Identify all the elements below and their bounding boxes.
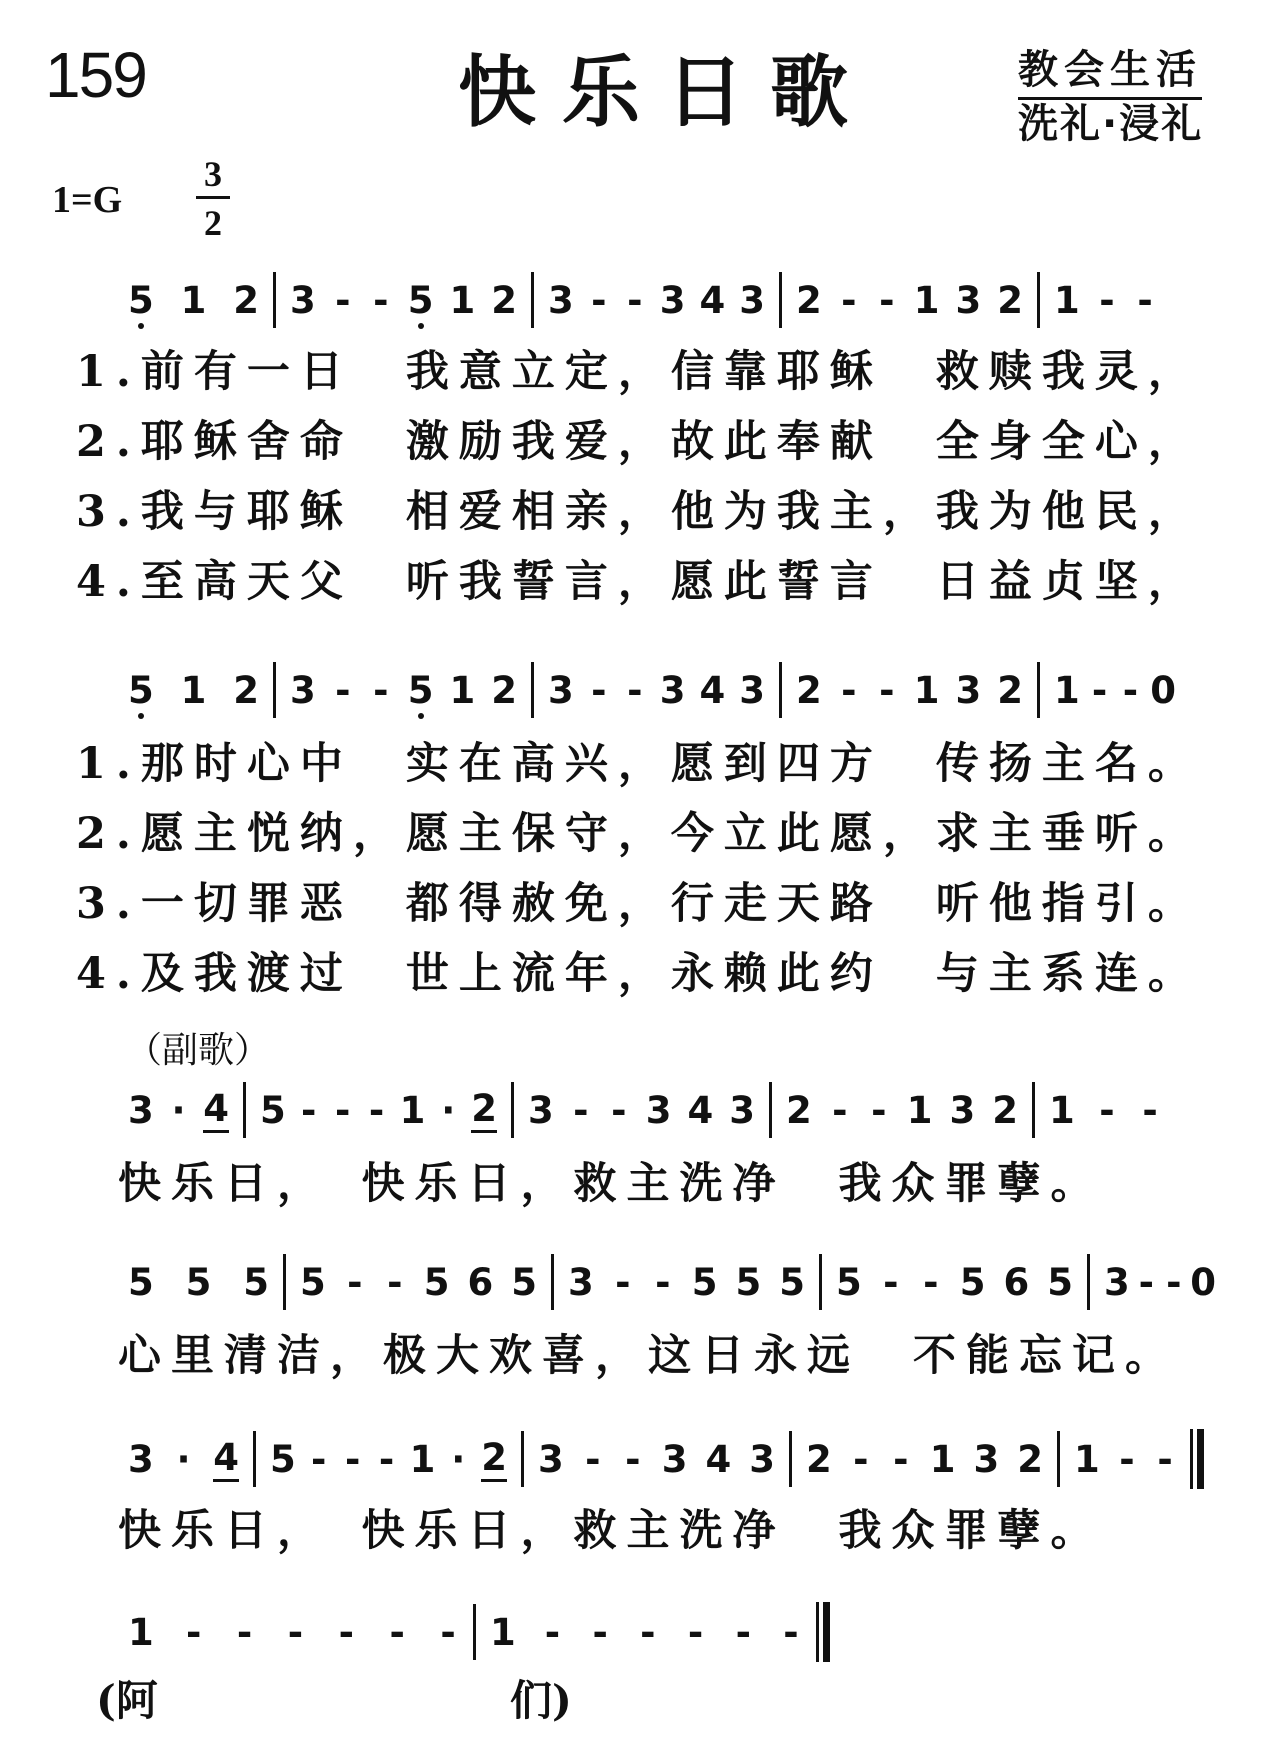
note: 6 (1003, 1260, 1030, 1304)
note: - (1099, 278, 1115, 322)
lyric-line-verse1 (76, 338, 1201, 399)
measure (1035, 1089, 1175, 1132)
notation-row (128, 658, 1248, 722)
note: - (687, 1610, 704, 1654)
measure (128, 1087, 243, 1133)
lyric-line-verse4 (76, 940, 1201, 1001)
note: 1 (399, 1088, 426, 1132)
note: 5 (407, 668, 434, 712)
note: - (615, 1260, 631, 1304)
note: - (592, 1610, 608, 1654)
note: - (591, 668, 607, 712)
note: 3 (729, 1088, 755, 1132)
lyric-text: 心里清洁，极大欢喜，这日永远 不能忘记。 (118, 1331, 1178, 1381)
note: - (832, 1088, 848, 1132)
note: - (387, 1260, 403, 1304)
note: 0 (1190, 1260, 1216, 1304)
notation-row (128, 1078, 1228, 1142)
measure (514, 1089, 769, 1132)
notation-row (128, 1427, 1258, 1491)
note: 1 (906, 1088, 933, 1132)
note: - (335, 668, 351, 712)
note: 5 (735, 1260, 762, 1304)
note: 4 (213, 1436, 239, 1482)
lyric-text: 快乐日， 快乐日，救主洗净 我众罪孽。 (118, 1159, 1104, 1209)
note: 2 (233, 668, 259, 712)
lyric-line-verse3 (76, 478, 1201, 539)
note: - (1137, 278, 1153, 322)
note: 2 (796, 668, 822, 712)
note: - (655, 1260, 671, 1304)
note: 3 (290, 668, 316, 712)
note: - (1099, 1088, 1115, 1132)
note: 1 (180, 278, 207, 322)
note: 1 (1049, 1088, 1075, 1132)
note: 3 (739, 668, 765, 712)
note: 1 (128, 1610, 154, 1654)
note: 1 (929, 1437, 956, 1481)
hymn-number: 159 (45, 39, 146, 111)
measure (1040, 669, 1190, 712)
lyric-text: 快乐日， 快乐日，救主洗净 我众罪孽。 (118, 1506, 1104, 1556)
note: 1 (913, 668, 940, 712)
note: 3 (739, 278, 765, 322)
note: · (176, 1437, 191, 1481)
note: - (1119, 1437, 1135, 1481)
note: 5 (260, 1088, 286, 1132)
lyric-line-verse4 (76, 548, 1201, 609)
note: 6 (467, 1260, 494, 1304)
note: 5 (959, 1260, 986, 1304)
lyric-text: 2.愿主悦纳，愿主保守，今立此愿，求主垂听。 (76, 809, 1201, 859)
note: 3 (659, 278, 686, 322)
note: - (287, 1610, 304, 1654)
note: - (334, 1088, 351, 1132)
note: 5 (779, 1260, 805, 1304)
note: - (373, 278, 389, 322)
note: - (591, 278, 607, 322)
note: - (1157, 1437, 1173, 1481)
note: · (451, 1437, 466, 1481)
lyric-text: 3.我与耶稣 相爱相亲，他为我主，我为他民， (76, 487, 1201, 537)
note: 2 (1017, 1437, 1043, 1481)
note: - (344, 1437, 361, 1481)
measure (256, 1436, 521, 1482)
note: 1 (1054, 278, 1080, 322)
lyric-line-refrain (118, 1150, 1104, 1211)
note: 5 (185, 1260, 212, 1304)
note: - (627, 278, 643, 322)
note: - (841, 278, 857, 322)
note: 5 (836, 1260, 862, 1304)
lyric-line-verse2 (76, 408, 1201, 469)
note: - (378, 1437, 395, 1481)
note: - (1091, 668, 1108, 712)
measure (534, 669, 779, 712)
time-signature (196, 156, 230, 241)
measure (792, 1438, 1057, 1481)
note: · (441, 1088, 456, 1132)
amen-syllable-men: 们) (510, 1676, 572, 1725)
note: 3 (568, 1260, 594, 1304)
amen-notation (128, 1600, 878, 1664)
measure (534, 279, 779, 322)
note: 3 (548, 668, 574, 712)
note: 2 (997, 668, 1023, 712)
note: 2 (491, 668, 517, 712)
note: 3 (955, 278, 982, 322)
note: 4 (699, 668, 726, 712)
note: - (347, 1260, 363, 1304)
amen-syllable-a: (阿 (96, 1676, 158, 1725)
note: 5 (1047, 1260, 1073, 1304)
note: - (627, 668, 643, 712)
note: 4 (687, 1088, 714, 1132)
notation-row (128, 268, 1218, 332)
measure (276, 669, 531, 712)
note: 4 (699, 278, 726, 322)
measure (128, 279, 273, 322)
note: - (841, 668, 857, 712)
note: 5 (128, 1260, 154, 1304)
lyric-text: 1.前有一日 我意立定，信靠耶稣 救赎我灵， (76, 347, 1201, 397)
lyric-line-refrain (118, 1322, 1178, 1383)
final-barline (816, 1602, 830, 1662)
measure (1060, 1438, 1190, 1481)
note: - (440, 1610, 456, 1654)
note: 1 (409, 1437, 436, 1481)
note: - (1138, 1260, 1154, 1304)
lyric-text: 4.至高天父 听我誓言，愿此誓言 日益贞坚， (76, 557, 1201, 607)
note: - (373, 668, 389, 712)
note: - (871, 1088, 887, 1132)
lyric-text: 4.及我渡过 世上流年，永赖此约 与主系连。 (76, 949, 1201, 999)
note: 3 (949, 1088, 976, 1132)
lyric-line-verse2 (76, 800, 1201, 861)
note: 0 (1150, 668, 1176, 712)
note: 3 (538, 1437, 564, 1481)
measure (772, 1089, 1032, 1132)
lyric-line-verse1 (76, 730, 1201, 791)
note: - (853, 1437, 869, 1481)
note: - (735, 1610, 751, 1654)
note: - (1142, 1088, 1158, 1132)
note: - (236, 1610, 253, 1654)
measure (554, 1261, 819, 1304)
note: - (301, 1088, 317, 1132)
note: 5 (300, 1260, 326, 1304)
note: - (783, 1610, 799, 1654)
note: 5 (128, 278, 154, 322)
note: 5 (243, 1260, 269, 1304)
subcategory-label: 洗礼·浸礼 (1018, 101, 1204, 147)
lyric-text: 3.一切罪恶 都得赦免，行走天路 听他指引。 (76, 879, 1201, 929)
note: - (311, 1437, 327, 1481)
note: 1 (180, 668, 207, 712)
note: - (338, 1610, 354, 1654)
note: 4 (705, 1437, 732, 1481)
note: - (389, 1610, 405, 1654)
note: 3 (128, 1437, 154, 1481)
note: 4 (203, 1087, 229, 1133)
measure (782, 669, 1037, 712)
note: 3 (548, 278, 574, 322)
measure (286, 1261, 551, 1304)
note: - (585, 1437, 601, 1481)
measure (128, 1261, 283, 1304)
note: 5 (407, 278, 434, 322)
note: 3 (528, 1088, 554, 1132)
note: - (335, 278, 351, 322)
note: - (640, 1610, 656, 1654)
measure (822, 1261, 1087, 1304)
note: 3 (955, 668, 982, 712)
note: 2 (471, 1087, 497, 1133)
note: - (611, 1088, 627, 1132)
note: · (171, 1088, 186, 1132)
measure (128, 1611, 473, 1654)
note: 2 (233, 278, 259, 322)
lyric-line-refrain (118, 1497, 1104, 1558)
note: 3 (661, 1437, 688, 1481)
measure (246, 1087, 511, 1133)
measure (128, 1436, 253, 1482)
note: 2 (992, 1088, 1018, 1132)
note: 2 (491, 278, 517, 322)
category-label: 教会生活 (1018, 38, 1202, 100)
note: 5 (423, 1260, 450, 1304)
note: 1 (1054, 668, 1080, 712)
note: - (544, 1610, 561, 1654)
note: - (185, 1610, 202, 1654)
note: 2 (796, 278, 822, 322)
note: - (879, 278, 895, 322)
note: 2 (806, 1437, 832, 1481)
note: 3 (659, 668, 686, 712)
lyric-text: 2.耶稣舍命 激励我爱，故此奉献 全身全心， (76, 417, 1201, 467)
note: 2 (786, 1088, 812, 1132)
measure (276, 279, 531, 322)
refrain-label: （副歌） (126, 1030, 271, 1071)
final-barline (1190, 1429, 1204, 1489)
note: 5 (128, 668, 154, 712)
note: - (879, 668, 895, 712)
note: - (1166, 1260, 1182, 1304)
note: 1 (449, 668, 476, 712)
note: 2 (997, 278, 1023, 322)
lyric-line-verse3 (76, 870, 1201, 931)
note: 2 (481, 1436, 507, 1482)
measure (524, 1438, 789, 1481)
note: 5 (270, 1437, 296, 1481)
note: 1 (490, 1610, 516, 1654)
note: 3 (645, 1088, 672, 1132)
note: - (883, 1260, 899, 1304)
measure (1090, 1261, 1230, 1304)
note: 3 (973, 1437, 1000, 1481)
note: 1 (449, 278, 476, 322)
note: - (573, 1088, 589, 1132)
meter-top: 3 (196, 156, 230, 199)
note: 1 (1074, 1437, 1100, 1481)
note: - (893, 1437, 909, 1481)
measure (782, 279, 1037, 322)
measure (1040, 279, 1170, 322)
meter-bottom: 2 (204, 203, 222, 243)
note: 3 (1104, 1260, 1130, 1304)
notation-row (128, 1250, 1248, 1314)
key-signature: 1=G (52, 179, 123, 221)
note: 5 (691, 1260, 718, 1304)
lyric-text: 1.那时心中 实在高兴，愿到四方 传扬主名。 (76, 739, 1201, 789)
note: - (923, 1260, 939, 1304)
note: 1 (913, 278, 940, 322)
note: 3 (749, 1437, 775, 1481)
note: - (368, 1088, 385, 1132)
hymn-title: 快乐日歌 (458, 48, 875, 138)
measure (476, 1611, 816, 1654)
note: - (625, 1437, 641, 1481)
note: 5 (511, 1260, 537, 1304)
measure (128, 669, 273, 712)
note: 3 (290, 278, 316, 322)
note: 3 (128, 1088, 154, 1132)
note: - (1122, 668, 1139, 712)
